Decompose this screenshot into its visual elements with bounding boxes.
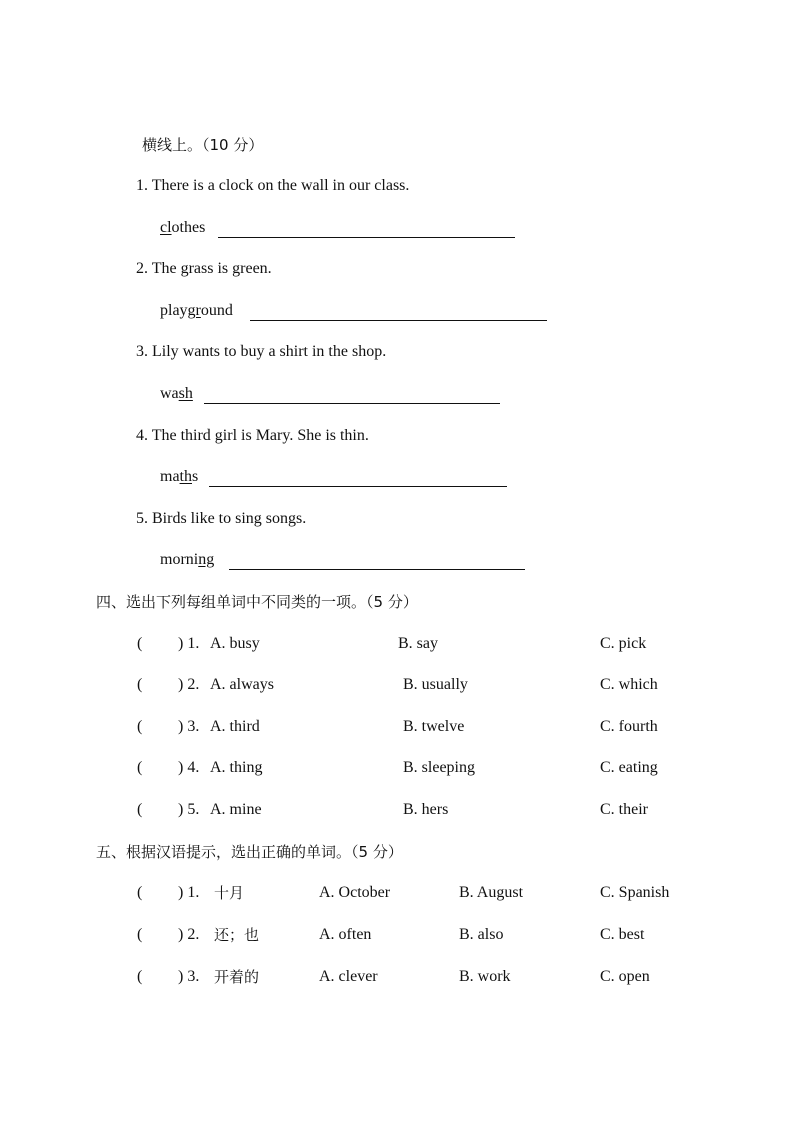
section3-word-3: wash (160, 385, 193, 402)
chinese-hint: 十月 (214, 884, 245, 902)
answer-paren[interactable]: ( (137, 676, 143, 693)
answer-line-1[interactable] (218, 237, 515, 238)
answer-paren[interactable]: ( (137, 968, 143, 985)
question-number: ) 4. (178, 759, 200, 776)
option-a: A. always (210, 676, 274, 693)
section5-title: 五、根据汉语提示，选出正确的单词。（5 分） (96, 843, 403, 861)
answer-paren[interactable]: ( (137, 884, 143, 901)
section3-instruction-tail: 横线上。（10 分） (142, 136, 264, 154)
answer-paren[interactable]: ( (137, 635, 143, 652)
option-a: A. busy (210, 635, 260, 652)
option-c: C. fourth (600, 718, 658, 735)
answer-paren[interactable]: ( (137, 801, 143, 818)
question-number: ) 1. (178, 884, 200, 901)
option-c: C. best (600, 926, 645, 943)
question-number: ) 3. (178, 718, 200, 735)
option-b: B. say (398, 635, 438, 652)
section3-sentence-4: 4. The third girl is Mary. She is thin. (136, 427, 369, 444)
answer-paren[interactable]: ( (137, 926, 143, 943)
answer-paren[interactable]: ( (137, 759, 143, 776)
question-number: ) 5. (178, 801, 200, 818)
answer-line-4[interactable] (209, 486, 507, 487)
section3-sentence-5: 5. Birds like to sing songs. (136, 510, 307, 527)
option-b: B. also (459, 926, 504, 943)
option-a: A. October (319, 884, 391, 901)
chinese-hint: 开着的 (214, 968, 260, 986)
question-number: ) 2. (178, 926, 200, 943)
answer-paren[interactable]: ( (137, 718, 143, 735)
section3-word-2: playground (160, 302, 233, 319)
option-b: B. work (459, 968, 511, 985)
option-b: B. hers (403, 801, 449, 818)
section3-sentence-3: 3. Lily wants to buy a shirt in the shop. (136, 343, 387, 360)
option-a: A. thing (210, 759, 263, 776)
option-c: C. their (600, 801, 648, 818)
option-b: B. twelve (403, 718, 465, 735)
option-a: A. clever (319, 968, 378, 985)
option-c: C. pick (600, 635, 647, 652)
section4-title: 四、选出下列每组单词中不同类的一项。（5 分） (96, 593, 418, 611)
section3-word-5: morning (160, 551, 215, 568)
chinese-hint: 还；也 (214, 926, 260, 944)
answer-line-3[interactable] (204, 403, 500, 404)
option-a: A. mine (210, 801, 262, 818)
option-a: A. often (319, 926, 372, 943)
option-b: B. sleeping (403, 759, 475, 776)
option-c: C. which (600, 676, 658, 693)
section3-word-4: maths (160, 468, 199, 485)
option-c: C. open (600, 968, 650, 985)
option-a: A. third (210, 718, 260, 735)
answer-line-2[interactable] (250, 320, 547, 321)
question-number: ) 3. (178, 968, 200, 985)
section3-sentence-1: 1. There is a clock on the wall in our class. (136, 177, 410, 194)
option-c: C. Spanish (600, 884, 670, 901)
section3-sentence-2: 2. The grass is green. (136, 260, 272, 277)
section3-word-1: clothes (160, 219, 206, 236)
answer-line-5[interactable] (229, 569, 525, 570)
option-b: B. August (459, 884, 524, 901)
question-number: ) 2. (178, 676, 200, 693)
question-number: ) 1. (178, 635, 200, 652)
option-c: C. eating (600, 759, 658, 776)
option-b: B. usually (403, 676, 468, 693)
